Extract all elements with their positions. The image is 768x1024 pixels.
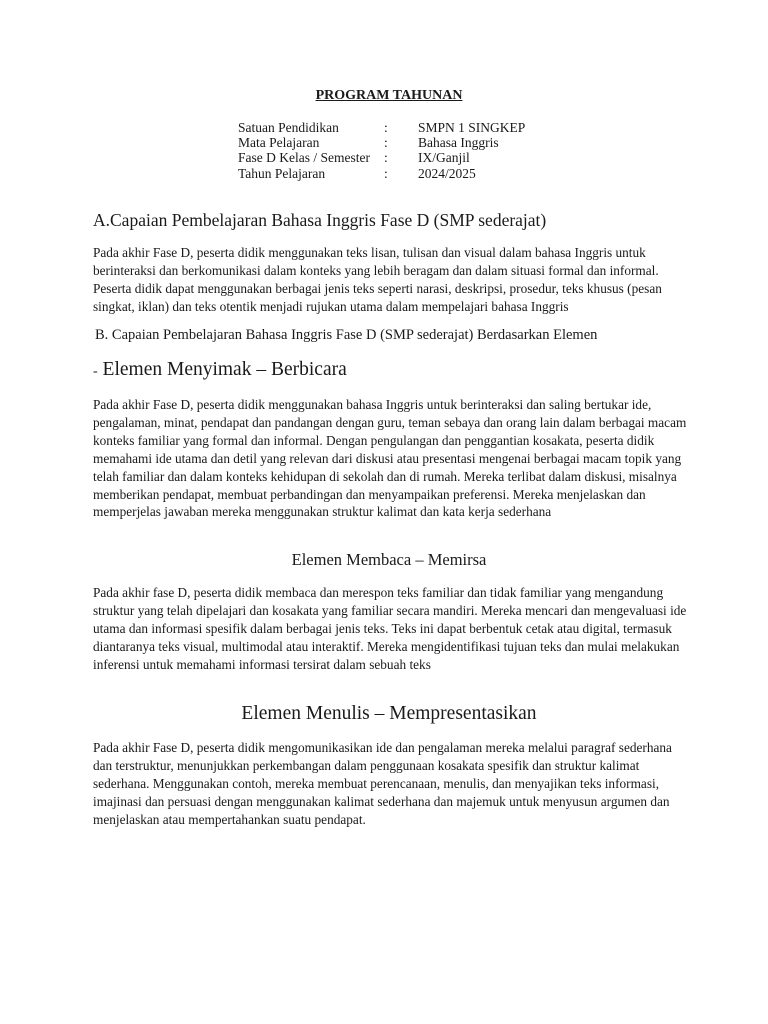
info-label: Mata Pelajaran — [238, 135, 320, 151]
info-separator: : — [384, 165, 388, 181]
document-title: PROGRAM TAHUNAN — [315, 88, 463, 103]
info-label: Satuan Pendidikan — [238, 120, 339, 135]
element-writing-presenting-paragraph: Pada akhir Fase D, peserta didik mengomunikasikan ide dan pengalaman mereka melalui paragraf sederhana dan terstruktur, menunjukkan perkembangan dalam penggunaan kosakata spesifik dan struktur kalimat sederhana. Menggunakan contoh, mereka membuat perencanaan, menulis, dan menyajikan teks informasi, imajinasi dan persuasi dengan menggunakan kalimat sederhana dan majemuk untuk menyusun argumen dan menjelaskan atau mempertahankan suatu pendapat. — [93, 740, 672, 827]
info-row — [238, 166, 525, 181]
info-value: SMPN 1 SINGKEP — [418, 120, 526, 135]
info-table — [238, 120, 525, 181]
element-reading-viewing-heading: Elemen Membaca – Memirsa — [291, 550, 487, 569]
info-value: Bahasa Inggris — [418, 135, 499, 151]
info-row — [238, 150, 525, 165]
info-label: Fase D Kelas / Semester — [238, 150, 370, 166]
section-a-paragraph: Pada akhir Fase D, peserta didik menggunakan teks lisan, tulisan dan visual dalam bahasa Inggris untuk berinteraksi dan berkomunikasi dalam konteks yang lebih beragam dan dalam situasi formal dan informal. Peserta didik dapat menggunakan berbagai jenis teks seperti narasi, deskripsi, prosedur, teks khusus (pesan singkat, iklan) dan teks otentik menjadi rujukan utama dalam mempelajari bahasa Inggris — [93, 245, 662, 314]
element-listening-speaking-heading — [93, 359, 347, 381]
info-separator: : — [384, 135, 388, 151]
info-separator: : — [384, 120, 388, 135]
element-listening-speaking-paragraph: Pada akhir Fase D, peserta didik menggunakan bahasa Inggris untuk berinteraksi dan saling bertukar ide, pengalaman, minat, pendapat dan pandangan dengan guru, teman sebaya dan orang lain dalam berbagai macam konteks familiar yang formal dan informal. Dengan pengulangan dan penggantian kosakata, peserta didik memahami ide utama dan detil yang relevan dari diskusi atau presentasi mengenai berbagai macam topik yang telah familiar dan dalam konteks kehidupan di sekolah dan di rumah. Mereka terlibat dalam diskusi, misalnya memberikan pendapat, membuat perbandingan dan menyampaikan preferensi. Mereka menjelaskan dan memperjelas jawaban mereka menggunakan struktur kalimat dan kata kerja sederhana — [93, 397, 687, 520]
section-b-heading: B. Capaian Pembelajaran Bahasa Inggris Fase D (SMP sederajat) Berdasarkan Elemen — [95, 327, 598, 343]
info-value: 2024/2025 — [418, 165, 476, 181]
element-reading-viewing-paragraph: Pada akhir fase D, peserta didik membaca dan merespon teks familiar dan tidak familiar yang mengandung struktur yang telah dipelajari dan kosakata yang familiar secara mandiri. Mereka mencari dan mengevaluasi ide utama dan informasi spesifik dalam berbagai jenis teks. Teks ini dapat berbentuk cetak atau digital, termasuk diantaranya teks visual, multimodal atau interaktif. Mereka mengidentifikasi tujuan teks dan mulai melakukan inferensi untuk memahami informasi tersirat dalam sebuah teks — [93, 585, 687, 672]
section-a-heading: A.Capaian Pembelajaran Bahasa Inggris Fase D (SMP sederajat) — [93, 210, 547, 230]
info-row — [238, 120, 525, 135]
heading-dash: - — [93, 364, 98, 379]
info-row — [238, 135, 525, 150]
heading-text: Elemen Menyimak – Berbicara — [102, 359, 347, 380]
info-separator: : — [384, 150, 388, 166]
element-writing-presenting-heading: Elemen Menulis – Mempresentasikan — [241, 703, 537, 724]
info-value: IX/Ganjil — [418, 150, 470, 166]
info-label: Tahun Pelajaran — [238, 165, 326, 181]
